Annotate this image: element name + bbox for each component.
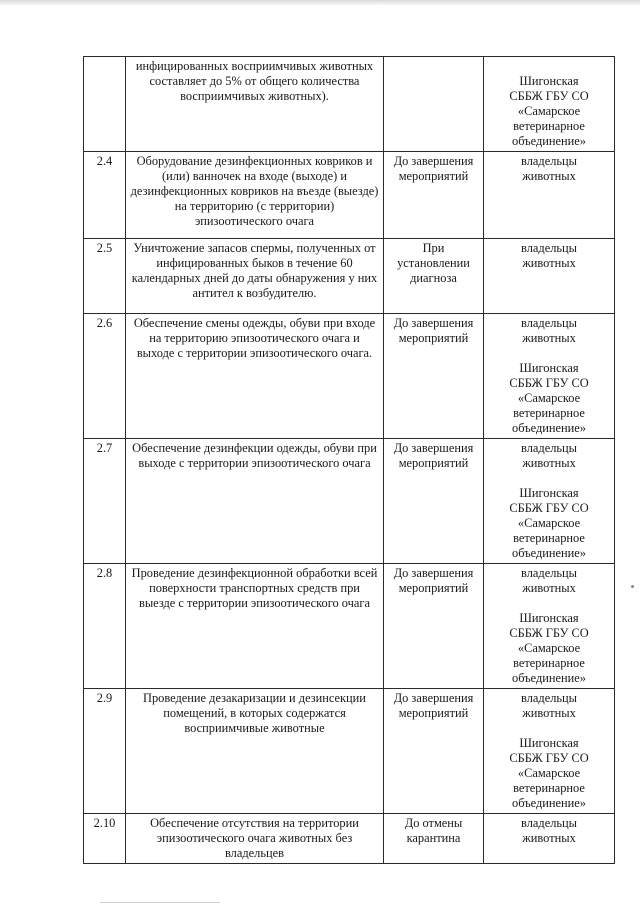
row-action: Проведение дезакаризации и дезинсекции помещений, в которых содержатся восприимчивые животные bbox=[126, 689, 384, 814]
responsible-line: владельцы bbox=[521, 441, 577, 455]
row-term: При установлении диагноза bbox=[384, 239, 484, 314]
responsible-line: «Самарское bbox=[517, 104, 581, 118]
row-responsible bbox=[484, 814, 615, 864]
responsible-line: ветеринарное bbox=[513, 656, 585, 670]
responsible-line: животных bbox=[522, 256, 576, 270]
responsible-line: СББЖ ГБУ СО bbox=[509, 376, 589, 390]
responsible-line: животных bbox=[522, 331, 576, 345]
row-term: До завершения мероприятий bbox=[384, 152, 484, 239]
row-responsible bbox=[484, 152, 615, 239]
table-row bbox=[84, 439, 615, 564]
row-number: 2.9 bbox=[84, 689, 126, 814]
responsible-line: объединение» bbox=[512, 134, 586, 148]
row-responsible bbox=[484, 314, 615, 439]
responsible-line: ветеринарное bbox=[513, 531, 585, 545]
responsible-line: животных bbox=[522, 169, 576, 183]
responsible-line: объединение» bbox=[512, 796, 586, 810]
responsible-line: ветеринарное bbox=[513, 781, 585, 795]
responsible-line: животных bbox=[522, 831, 576, 845]
table-row bbox=[84, 564, 615, 689]
responsible-gap bbox=[488, 721, 610, 736]
row-number: 2.6 bbox=[84, 314, 126, 439]
responsible-line: Шигонская bbox=[519, 736, 579, 750]
responsible-line: ветеринарное bbox=[513, 406, 585, 420]
responsible-line: владельцы bbox=[521, 566, 577, 580]
row-action: Обеспечение смены одежды, обуви при входе на территорию эпизоотического очага и выходе с территории эпизоотического очага. bbox=[126, 314, 384, 439]
row-number bbox=[84, 57, 126, 152]
table-row bbox=[84, 814, 615, 864]
responsible-line: владельцы bbox=[521, 316, 577, 330]
row-term: До завершения мероприятий bbox=[384, 314, 484, 439]
row-responsible bbox=[484, 564, 615, 689]
row-responsible bbox=[484, 57, 615, 152]
responsible-line: Шигонская bbox=[519, 361, 579, 375]
row-number: 2.10 bbox=[84, 814, 126, 864]
responsible-gap bbox=[488, 346, 610, 361]
measures-table bbox=[83, 56, 615, 864]
row-action: Уничтожение запасов спермы, полученных от инфицированных быков в течение 60 календарных дней до даты обнаружения у них антител к возбудителю. bbox=[126, 239, 384, 314]
row-responsible bbox=[484, 439, 615, 564]
responsible-line: объединение» bbox=[512, 546, 586, 560]
row-action: Оборудование дезинфекционных ковриков и (или) ванночек на входе (выходе) и дезинфекционных ковриков на въезде (выезде) на территорию (с территории) эпизоотического очага bbox=[126, 152, 384, 239]
responsible-line: владельцы bbox=[521, 691, 577, 705]
row-responsible bbox=[484, 239, 615, 314]
responsible-line: «Самарское bbox=[517, 516, 581, 530]
table-body bbox=[84, 57, 615, 864]
row-term bbox=[384, 57, 484, 152]
responsible-line: объединение» bbox=[512, 421, 586, 435]
responsible-line: Шигонская bbox=[519, 611, 579, 625]
row-term: До завершения мероприятий bbox=[384, 689, 484, 814]
responsible-gap bbox=[488, 471, 610, 486]
scan-edge bbox=[0, 0, 640, 6]
row-number: 2.4 bbox=[84, 152, 126, 239]
responsible-line: СББЖ ГБУ СО bbox=[509, 626, 589, 640]
responsible-line: владельцы bbox=[521, 241, 577, 255]
row-action: Обеспечение дезинфекции одежды, обуви при выходе с территории эпизоотического очага bbox=[126, 439, 384, 564]
responsible-line: «Самарское bbox=[517, 391, 581, 405]
responsible-line: Шигонская bbox=[519, 486, 579, 500]
scan-speck bbox=[631, 585, 634, 588]
responsible-line: животных bbox=[522, 706, 576, 720]
row-number: 2.7 bbox=[84, 439, 126, 564]
responsible-line: владельцы bbox=[521, 154, 577, 168]
table-row bbox=[84, 314, 615, 439]
table-row bbox=[84, 689, 615, 814]
row-number: 2.8 bbox=[84, 564, 126, 689]
row-term: До завершения мероприятий bbox=[384, 564, 484, 689]
responsible-line: СББЖ ГБУ СО bbox=[509, 501, 589, 515]
row-action: Проведение дезинфекционной обработки всей поверхности транспортных средств при выезде с территории эпизоотического очага bbox=[126, 564, 384, 689]
responsible-gap bbox=[488, 59, 610, 74]
responsible-line: Шигонская bbox=[519, 74, 579, 88]
row-action: инфицированных восприимчивых животных составляет до 5% от общего количества восприимчивых животных). bbox=[126, 57, 384, 152]
responsible-line: СББЖ ГБУ СО bbox=[509, 751, 589, 765]
responsible-line: животных bbox=[522, 581, 576, 595]
table-row bbox=[84, 239, 615, 314]
responsible-line: животных bbox=[522, 456, 576, 470]
responsible-line: СББЖ ГБУ СО bbox=[509, 89, 589, 103]
responsible-line: ветеринарное bbox=[513, 119, 585, 133]
responsible-line: «Самарское bbox=[517, 641, 581, 655]
row-action: Обеспечение отсутствия на территории эпизоотического очага животных без владельцев bbox=[126, 814, 384, 864]
row-term: До отмены карантина bbox=[384, 814, 484, 864]
row-number: 2.5 bbox=[84, 239, 126, 314]
row-responsible bbox=[484, 689, 615, 814]
responsible-line: «Самарское bbox=[517, 766, 581, 780]
responsible-gap bbox=[488, 596, 610, 611]
table-row bbox=[84, 152, 615, 239]
scan-artifact bbox=[100, 902, 220, 903]
row-term: До завершения мероприятий bbox=[384, 439, 484, 564]
responsible-line: объединение» bbox=[512, 671, 586, 685]
table-row bbox=[84, 57, 615, 152]
responsible-line: владельцы bbox=[521, 816, 577, 830]
